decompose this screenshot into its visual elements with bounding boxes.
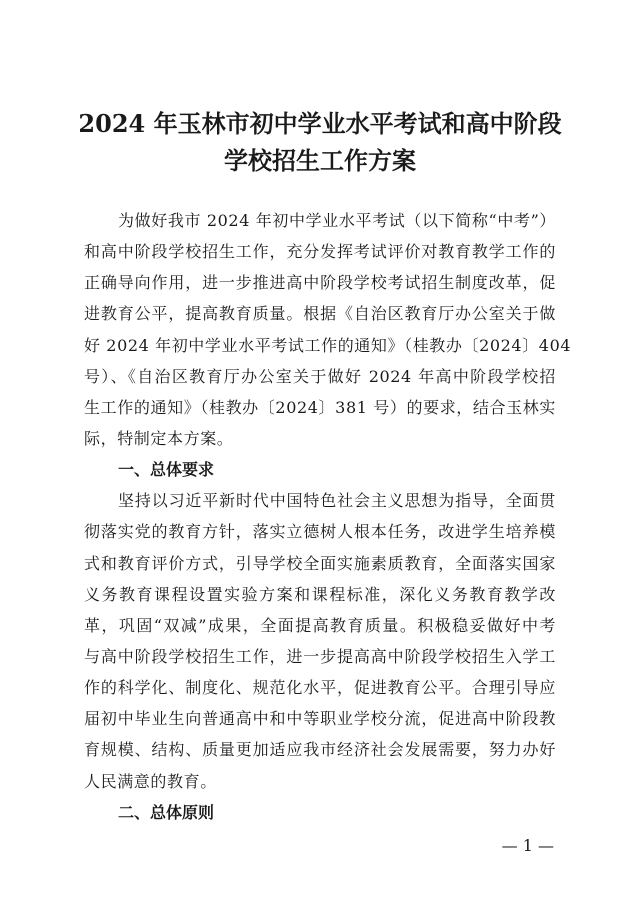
document-title-line1: 2024 年玉林市初中学业水平考试和高中阶段 <box>78 109 562 138</box>
paragraph-line: 生工作的通知》（桂教办〔2024〕381 号）的要求，结合玉林实 <box>84 397 556 417</box>
paragraph-line: 人民满意的教育。 <box>84 771 217 791</box>
paragraph-line: 正确导向作用，进一步推进高中阶段学校考试招生制度改革，促 <box>84 273 556 293</box>
paragraph-line: 进教育公平，提高教育质量。根据《自治区教育厅办公室关于做 <box>84 304 556 324</box>
paragraph-line: 彻落实党的教育方针，落实立德树人根本任务，改进学生培养模 <box>84 522 556 542</box>
document-body <box>84 205 572 828</box>
paragraph-line: 坚持以习近平新时代中国特色社会主义思想为指导，全面贯 <box>118 491 556 511</box>
document-title-line2: 学校招生工作方案 <box>224 146 416 175</box>
paragraph-line: 革，巩固“双减”成果，全面提高教育质量。积极稳妥做好中考 <box>84 615 556 635</box>
paragraph-line: 际，特制定本方案。 <box>84 428 234 448</box>
paragraph-line: 育规模、结构、质量更加适应我市经济社会发展需要，努力办好 <box>84 740 556 760</box>
section-heading-overall-requirements: 一、总体要求 <box>118 460 215 480</box>
paragraph-line: 作的科学化、制度化、规范化水平，促进教育公平。合理引导应 <box>84 678 556 698</box>
paragraph-line: 义务教育课程设置实验方案和课程标准，深化义务教育教学改 <box>84 584 556 604</box>
paragraph-line: 与高中阶段学校招生工作，进一步提高高中阶段学校招生入学工 <box>84 646 556 666</box>
paragraph-line: 为做好我市 2024 年初中学业水平考试（以下简称“中考”） <box>118 211 556 230</box>
paragraph-line: 届初中毕业生向普通高中和中等职业学校分流，促进高中阶段教 <box>84 709 556 729</box>
paragraph-line: 好 2024 年初中学业水平考试工作的通知》（桂教办〔2024〕404 <box>84 335 572 355</box>
paragraph-line: 号）、《自治区教育厅办公室关于做好 2024 年高中阶段学校招 <box>84 366 556 386</box>
paragraph-line: 和高中阶段学校招生工作，充分发挥考试评价对教育教学工作的 <box>84 242 556 262</box>
page-number: — 1 — <box>501 836 554 855</box>
section-heading-overall-principles: 二、总体原则 <box>118 802 215 822</box>
paragraph-line: 式和教育评价方式，引导学校全面实施素质教育，全面落实国家 <box>84 553 556 573</box>
